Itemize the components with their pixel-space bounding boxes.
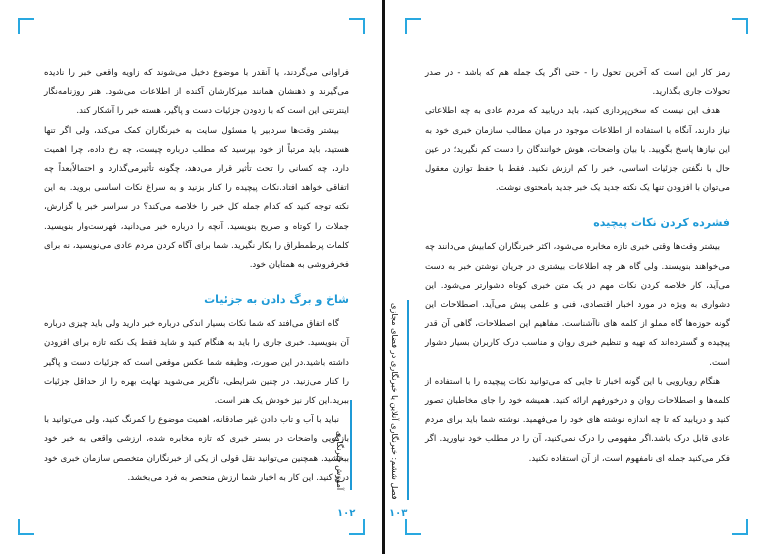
page-number: ۱۰۳	[389, 508, 408, 519]
right-page-body	[425, 64, 730, 469]
paragraph: نباید با آب و تاب دادن غیر صادقانه، اهمیت موضوع را کمرنگ کنید، ولی می‌توانید با بازگویی واضحات در بستر خبری که تازه مخابره شده، ارزشی واقعی به خبر خود ببخشید. همچنین می‌توانید نقل قولی از یکی از خبرنگاران متخصص سازمان خبری خود درج کنید. این کار به اخبار شما ارزش منحصر به فرد می‌بخشد.	[44, 415, 349, 483]
section-heading: فشرده کردن نکات پیچیده	[593, 216, 730, 230]
crop-mark-top-left	[405, 18, 421, 34]
crop-mark-top-right	[732, 18, 748, 34]
paragraph: بیشتر وقت‌ها سردبیر یا مسئول سایت به خبرنگاران کمک می‌کند، ولی اگر تنها هستید، باید مرتباً از خود بپرسید که مطلب درباره چیست، چه رخ داده، چرا اهمیت دارد، چه کسانی را تحت تأثیر قرار می‌دهد، چگونه تأثیرمی‌گذارد و احتمالاًبعداً چه اتفاقی خواهد افتاد.نکات پیچیده را کنار بزنید و به سراغ نکات اساسی بروید. به این نکته توجه کنید که کدام جمله کل خبر را خلاصه می‌کند؟ در سراسر خبر یا گزارش، جملات را کوتاه و صریح بنویسید. آنچه را درباره خبر می‌دانید، فهرست‌وار بنویسید. کلمات پرطمطراق را بکار نگیرید. شما برای آگاه کردن مردم عادی می‌نویسید، نه برای فخرفروشی به همتایان خود.	[44, 125, 349, 271]
paragraph: گاه اتفاق می‌افتد که شما نکات بسیار اندکی درباره خبر دارید ولی باید چیزی درباره آن بنویسید. خبری جاری را باید به هنگام کنید و شاید فقط یک نکته تازه برای افزودن داشته باشید.در این صورت، وظیفه شما عکس موقعی است که جزئیات دست و پاگیر را کنار می‌زنید. در چنین شرایطی، ناگزیر می‌شوید نهایت بهره را از حداقل جزئیات ببرید.این کار نیز خودش یک هنر است.	[44, 319, 349, 407]
crop-mark-bottom-left	[405, 519, 421, 535]
right-page	[385, 0, 768, 554]
crop-mark-bottom-left	[18, 519, 34, 535]
left-page	[0, 0, 383, 554]
gutter-rule	[407, 300, 409, 500]
running-head: آموزش خبرنگاری	[335, 430, 345, 490]
paragraph: هدف این نیست که سخن‌پردازی کنید، باید دریابید که مردم عادی به چه اطلاعاتی نیاز دارند، آنگاه با استفاده از اطلاعات موجود در میان مطالب سازمان خبری خود به این نیازها پاسخ بگویید. با بیان واضحات، هوش خوانندگان را دست کم نگیرید؛ در عین حال با نگفتن جزئیات اساسی، خبر را کم ارزش نکنید. فقط با حفظ توازن معقول می‌توان با افزودن تنها یک نکته جدید یک خبر جدید بامحتوی نوشت.	[425, 106, 730, 194]
crop-mark-bottom-right	[732, 519, 748, 535]
paragraph: رمز کار این است که آخرین تحول را - حتی اگر یک جمله هم که باشد - در صدر تحولات جاری بگذارید.	[425, 68, 730, 98]
crop-mark-bottom-right	[349, 519, 365, 535]
paragraph: هنگام رویارویی با این گونه اخبار تا جایی که می‌توانید نکات پیچیده را با استفاده از کلمه‌ها و اصطلاحات روان و درخورفهم ارائه کنید. همیشه خود را جای مخاطبان تصور کنید و دریابید که تا چه اندازه نوشته های خود را می‌فهمید. نوشته شما باید برای مردم عادی قابل درک باشد.اگر مفهومی را درک نمی‌کنید، آن را در مطلب خود نیاورید. اگر فکر می‌کنید جمله ای نامفهوم است، از آن استفاده نکنید.	[425, 376, 730, 464]
running-head: فصل ششم: خبرنگاری آنلاین یا خبرنگاری در فضای مجازی	[390, 303, 400, 500]
paragraph: فراوانی می‌گردند، یا آنقدر با موضوع دخیل می‌شوند که زاویه واقعی خبر را نادیده می‌گیرند و ذهنشان همانند میزکارشان آکنده از اطلاعات می‌شود. هنر روزنامه‌نگار اینترنتی این است که با زدودن جزئیات دست و پاگیر، هسته خبر را آشکار کند.	[44, 68, 349, 117]
page-number: ۱۰۲	[337, 508, 356, 519]
left-page-body	[44, 64, 349, 488]
paragraph: بیشتر وقت‌ها وقتی خبری تازه مخابره می‌شود، اکثر خبرنگاران کمابیش می‌دانند چه می‌خواهند بنویسند. ولی گاه هر چه اطلاعات بیشتری در جریان نوشتن خبر به دست می‌آید، کار خلاصه کردن نکات مهم در یک متن خبری کوتاه دشوارتر می‌شود. این دشواری به ویژه در مورد اخبار اقتصادی، فنی و علمی پیش می‌آید. اصطلاحات این گونه حوزه‌ها گاه مملو از کلمه های ناآشناست. مفاهیم این اصطلاحات، گاهی آن قدر پیچیده و گسترده‌اند که تهیه و تنظیم خبری روان و مناسب درک کاربران بسیار دشوار است.	[425, 242, 730, 368]
crop-mark-top-right	[349, 18, 365, 34]
section-heading: شاخ و برگ دادن به جزئیات	[204, 293, 349, 307]
gutter-rule	[350, 400, 352, 490]
crop-mark-top-left	[18, 18, 34, 34]
